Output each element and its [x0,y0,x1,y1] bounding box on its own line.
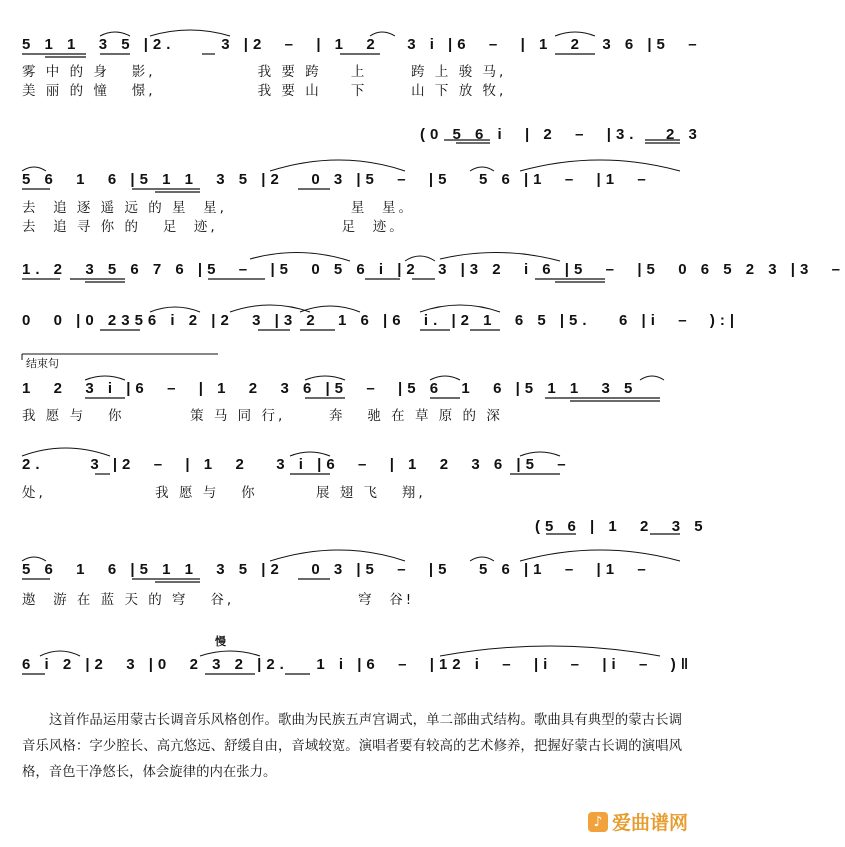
intro-slurs [0,510,700,550]
intro-phrase: (5 6 | 1 2 3 5 [535,518,708,535]
slurs-barlines [0,306,740,336]
tempo-marking: 慢 [215,635,226,648]
lyric-line: 美 丽 的 憧 憬, 我 要 山 下 山 下 放 牧, [22,83,507,99]
lyric-line: 处, 我 愿 与 你 展 翅 飞 翔, [22,485,426,501]
slurs-barlines [0,165,700,195]
lyric-line: 去 追 逐 遥 远 的 星 星, 星 星。 [22,200,415,216]
notes-line: 0 0 |0 2356 i 2 |2 3 |3 2 1 6 |6 i. |2 1 6 5 |5. 6 |i – ):| [22,312,740,329]
score-row-8 [0,650,700,680]
notes-line: 5 1 1 3 5 |2. 3 |2 – | 1 2 3 i |6 – | 1 2 3 6 |5 – [22,36,702,53]
notes-line: 5 6 1 6 |5 1 1 3 5 |2 0 3 |5 – |5 5 6 |1 – |1 – [22,171,651,188]
notes-line: 6 i 2 |2 3 |0 2 3 2 |2. 1 i |6 – |12 i – |i – |i – )‖ [22,656,694,673]
notes-line: 1 2 3 i |6 – | 1 2 3 6 |5 – |5 6 1 6 |5 1 1 3 5 [22,380,638,397]
slurs-barlines [0,450,700,480]
intro-phrase: (0 5 6 i | 2 – |3. 2 3 [420,126,702,143]
score-row-6 [0,450,700,480]
description-paragraph: 这首作品运用蒙古长调音乐风格创作。歌曲为民族五声宫调式，单二部曲式结构。歌曲具有典型的蒙古长调音乐风格：字少腔长、高亢悠远、舒缓自由，音域较宽。演唱者要有较高的艺术修养，把握好蒙古长调的演唱风格，音色干净悠长，体会旋律的内在张力。 [22,713,682,780]
lyric-line: 我 愿 与 你 策 马 同 行, 奔 驰 在 草 原 的 深 [22,408,503,424]
ending-bracket [0,350,700,360]
slurs-barlines [0,374,700,404]
score-row-5 [0,374,700,404]
slurs-barlines [0,255,845,285]
ending-phrase-label: 结束句 [26,357,59,370]
score-row-7 [0,555,700,585]
site-logo[interactable] [588,808,688,835]
lyric-line: 雾 中 的 身 影, 我 要 跨 上 跨 上 骏 马, [22,64,507,80]
song-description [22,708,682,786]
lyric-line: 遨 游 在 蓝 天 的 穹 谷, 穹 谷! [22,592,415,608]
notes-line: 2. 3 |2 – | 1 2 3 i |6 – | 1 2 3 6 |5 – [22,456,571,473]
score-row-4 [0,306,740,336]
music-note-icon: ♪ [588,812,608,832]
score-row-2 [0,165,700,195]
site-logo-text: 爱曲谱网 [611,812,688,834]
score-row-1 [0,30,700,60]
slurs-barlines [0,30,700,60]
slurs-barlines [0,650,700,680]
lyric-line: 去 追 寻 你 的 足 迹, 足 迹。 [22,219,406,235]
score-row-3 [0,255,845,285]
notes-line: 5 6 1 6 |5 1 1 3 5 |2 0 3 |5 – |5 5 6 |1 – |1 – [22,561,651,578]
notes-line: 1. 2 3 5 6 7 6 |5 – |5 0 5 6 i |2 3 |3 2 i 6 |5 – |5 0 6 5 2 3 |3 – [22,261,845,278]
intro-slurs [0,116,700,156]
slurs-barlines [0,555,700,585]
